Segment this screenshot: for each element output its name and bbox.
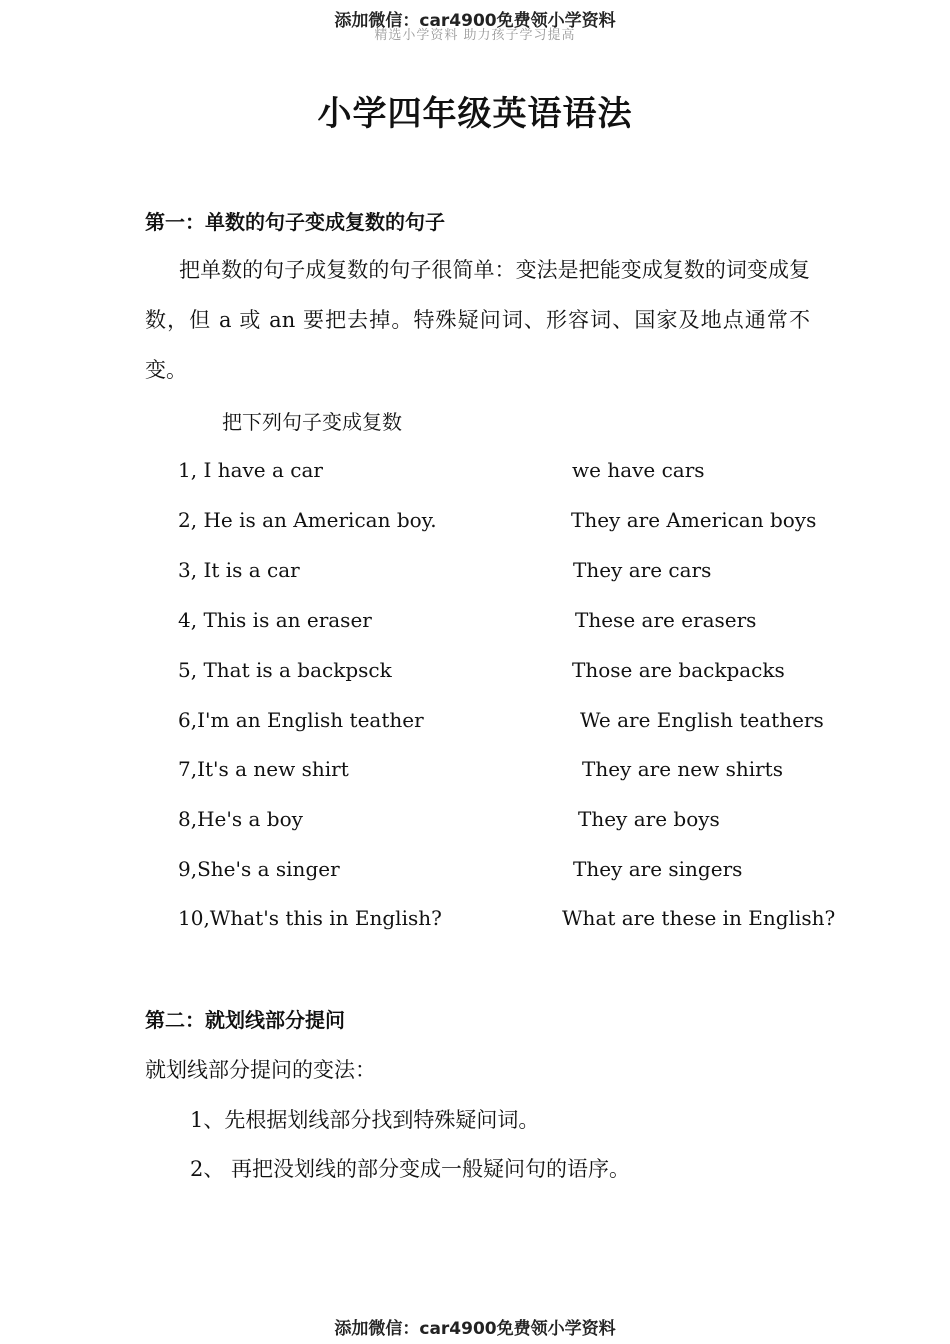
example-4-plural: These are erasers xyxy=(575,608,757,632)
example-7-singular: 7,It's a new shirt xyxy=(178,757,349,781)
example-4-singular: 4, This is an eraser xyxy=(178,608,372,632)
example-1-plural: we have cars xyxy=(572,458,705,482)
example-6-plural: We are English teathers xyxy=(580,708,824,732)
section1-paragraph xyxy=(145,245,810,395)
example-5-plural: Those are backpacks xyxy=(572,658,785,682)
example-5-singular: 5, That is a backpsck xyxy=(178,658,392,682)
section2-heading: 第二：就划线部分提问 xyxy=(145,1008,345,1032)
example-3-plural: They are cars xyxy=(573,558,712,582)
example-2-singular: 2, He is an American boy. xyxy=(178,508,437,532)
example-3-singular: 3, It is a car xyxy=(178,558,300,582)
section2-intro: 就划线部分提问的变法： xyxy=(145,1058,376,1082)
example-6-singular: 6,I'm an English teather xyxy=(178,708,424,732)
section1-heading: 第一：单数的句子变成复数的句子 xyxy=(145,210,445,234)
example-8-singular: 8,He's a boy xyxy=(178,807,303,831)
example-2-plural: They are American boys xyxy=(571,508,817,532)
example-7-plural: They are new shirts xyxy=(582,757,783,781)
section1-paragraph-text: 把单数的句子成复数的句子很简单：变法是把能变成复数的词变成复数，但 a 或 an 要把去掉。特殊疑问词、形容词、国家及地点通常不变。 xyxy=(145,258,810,382)
example-1-singular: 1, I have a car xyxy=(178,458,323,482)
example-10-plural: What are these in English? xyxy=(562,906,836,930)
watermark-bottom: 添加微信：car4900免费领小学资料 xyxy=(334,1319,616,1339)
example-9-plural: They are singers xyxy=(573,857,743,881)
watermark-top: 添加微信：car4900免费领小学资料 xyxy=(334,11,616,31)
page-title: 小学四年级英语语法 xyxy=(317,94,633,134)
section2-step-2: 2、 再把没划线的部分变成一般疑问句的语序。 xyxy=(190,1157,631,1181)
example-9-singular: 9,She's a singer xyxy=(178,857,340,881)
example-10-singular: 10,What's this in English? xyxy=(178,906,442,930)
example-8-plural: They are boys xyxy=(578,807,720,831)
section1-instruction: 把下列句子变成复数 xyxy=(222,410,402,434)
watermark-faded: 精选小学资料 助力孩子学习提高 xyxy=(374,28,576,43)
section2-step-1: 1、先根据划线部分找到特殊疑问词。 xyxy=(190,1108,540,1132)
